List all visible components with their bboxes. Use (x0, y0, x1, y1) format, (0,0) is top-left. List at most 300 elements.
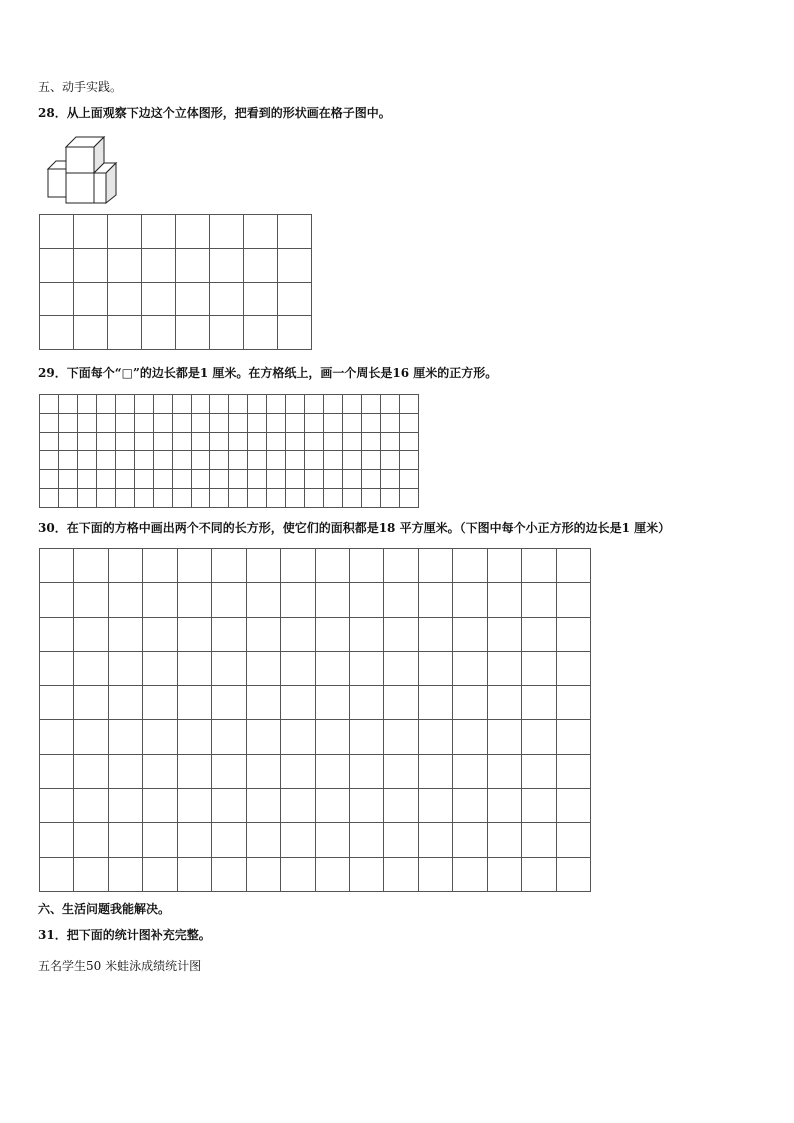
grid-cell[interactable] (267, 451, 286, 470)
grid-cell[interactable] (418, 754, 452, 788)
grid-cell[interactable] (361, 470, 380, 489)
grid-cell[interactable] (74, 789, 108, 823)
grid-cell[interactable] (212, 789, 246, 823)
grid-cell[interactable] (115, 395, 134, 414)
grid-cell[interactable] (77, 413, 96, 432)
grid-cell[interactable] (281, 857, 315, 891)
grid-cell[interactable] (96, 395, 115, 414)
grid-cell[interactable] (349, 549, 383, 583)
grid-cell[interactable] (453, 549, 487, 583)
grid-cell[interactable] (556, 754, 590, 788)
grid-cell[interactable] (229, 432, 248, 451)
grid-cell[interactable] (487, 686, 521, 720)
grid-cell[interactable] (315, 789, 349, 823)
grid-cell[interactable] (40, 470, 59, 489)
grid-cell[interactable] (343, 489, 362, 508)
grid-cell[interactable] (143, 686, 177, 720)
grid-cell[interactable] (315, 823, 349, 857)
grid-cell[interactable] (108, 617, 142, 651)
grid-cell[interactable] (74, 720, 108, 754)
grid-cell[interactable] (74, 857, 108, 891)
grid-cell[interactable] (349, 754, 383, 788)
grid-cell[interactable] (74, 282, 108, 316)
grid-cell[interactable] (246, 857, 280, 891)
grid-cell[interactable] (108, 316, 142, 350)
grid-cell[interactable] (229, 413, 248, 432)
grid-cell[interactable] (384, 720, 418, 754)
grid-cell[interactable] (143, 583, 177, 617)
grid-cell[interactable] (343, 413, 362, 432)
grid-cell[interactable] (453, 720, 487, 754)
grid-cell[interactable] (281, 720, 315, 754)
grid-cell[interactable] (315, 549, 349, 583)
grid-cell[interactable] (58, 413, 77, 432)
grid-cell[interactable] (210, 282, 244, 316)
grid-cell[interactable] (176, 316, 210, 350)
grid-cell[interactable] (40, 395, 59, 414)
grid-cell[interactable] (248, 395, 267, 414)
grid-cell[interactable] (212, 549, 246, 583)
grid-cell[interactable] (115, 451, 134, 470)
grid-cell[interactable] (244, 282, 278, 316)
grid-cell[interactable] (143, 651, 177, 685)
grid-cell[interactable] (418, 720, 452, 754)
grid-cell[interactable] (40, 583, 74, 617)
grid-cell[interactable] (210, 248, 244, 282)
grid-cell[interactable] (108, 857, 142, 891)
grid-cell[interactable] (177, 823, 211, 857)
grid-cell[interactable] (191, 489, 210, 508)
grid-cell[interactable] (108, 583, 142, 617)
grid-cell[interactable] (556, 617, 590, 651)
grid-cell[interactable] (172, 470, 191, 489)
grid-cell[interactable] (315, 754, 349, 788)
grid-cell[interactable] (77, 489, 96, 508)
grid-cell[interactable] (305, 470, 324, 489)
grid-cell[interactable] (453, 857, 487, 891)
grid-cell[interactable] (40, 857, 74, 891)
grid-cell[interactable] (108, 248, 142, 282)
grid-cell[interactable] (212, 857, 246, 891)
grid-cell[interactable] (244, 248, 278, 282)
grid-cell[interactable] (281, 823, 315, 857)
grid-cell[interactable] (324, 395, 343, 414)
grid-cell[interactable] (108, 215, 142, 249)
grid-cell[interactable] (281, 789, 315, 823)
grid-cell[interactable] (305, 395, 324, 414)
grid-cell[interactable] (153, 470, 172, 489)
grid-cell[interactable] (246, 617, 280, 651)
grid-cell[interactable] (248, 470, 267, 489)
grid-cell[interactable] (361, 432, 380, 451)
grid-cell[interactable] (418, 686, 452, 720)
grid-cell[interactable] (142, 282, 176, 316)
grid-cell[interactable] (172, 432, 191, 451)
grid-cell[interactable] (191, 395, 210, 414)
grid-cell[interactable] (522, 789, 556, 823)
grid-cell[interactable] (40, 754, 74, 788)
grid-cell[interactable] (453, 823, 487, 857)
grid-cell[interactable] (343, 451, 362, 470)
grid-cell[interactable] (74, 549, 108, 583)
grid-cell[interactable] (153, 451, 172, 470)
grid-cell[interactable] (248, 451, 267, 470)
grid-cell[interactable] (305, 451, 324, 470)
grid-cell[interactable] (248, 489, 267, 508)
grid-cell[interactable] (315, 720, 349, 754)
grid-cell[interactable] (267, 470, 286, 489)
grid-cell[interactable] (349, 857, 383, 891)
grid-cell[interactable] (286, 432, 305, 451)
grid-cell[interactable] (556, 789, 590, 823)
grid-cell[interactable] (40, 651, 74, 685)
grid-cell[interactable] (74, 651, 108, 685)
grid-cell[interactable] (418, 823, 452, 857)
grid-cell[interactable] (212, 823, 246, 857)
grid-cell[interactable] (246, 720, 280, 754)
grid-cell[interactable] (361, 489, 380, 508)
grid-cell[interactable] (399, 470, 418, 489)
grid-cell[interactable] (281, 754, 315, 788)
grid-cell[interactable] (349, 651, 383, 685)
grid-cell[interactable] (246, 754, 280, 788)
grid-cell[interactable] (210, 215, 244, 249)
grid-cell[interactable] (305, 489, 324, 508)
grid-cell[interactable] (210, 413, 229, 432)
grid-cell[interactable] (134, 470, 153, 489)
grid-cell[interactable] (324, 413, 343, 432)
grid-cell[interactable] (399, 432, 418, 451)
grid-cell[interactable] (278, 282, 312, 316)
grid-cell[interactable] (108, 720, 142, 754)
grid-cell[interactable] (384, 549, 418, 583)
grid-cell[interactable] (384, 823, 418, 857)
grid-cell[interactable] (134, 451, 153, 470)
grid-cell[interactable] (58, 395, 77, 414)
grid-cell[interactable] (115, 413, 134, 432)
grid-cell[interactable] (246, 823, 280, 857)
grid-cell[interactable] (134, 413, 153, 432)
grid-cell[interactable] (399, 451, 418, 470)
grid-cell[interactable] (305, 432, 324, 451)
grid-cell[interactable] (380, 432, 399, 451)
grid-cell[interactable] (349, 686, 383, 720)
grid-cell[interactable] (229, 395, 248, 414)
grid-cell[interactable] (315, 857, 349, 891)
grid-cell[interactable] (96, 413, 115, 432)
grid-cell[interactable] (134, 489, 153, 508)
grid-cell[interactable] (40, 549, 74, 583)
grid-cell[interactable] (286, 489, 305, 508)
grid-cell[interactable] (522, 686, 556, 720)
grid-cell[interactable] (361, 451, 380, 470)
grid-cell[interactable] (74, 583, 108, 617)
grid-cell[interactable] (246, 583, 280, 617)
grid-cell[interactable] (278, 248, 312, 282)
grid-cell[interactable] (487, 720, 521, 754)
grid-cell[interactable] (556, 686, 590, 720)
grid-cell[interactable] (108, 789, 142, 823)
grid-cell[interactable] (40, 686, 74, 720)
grid-cell[interactable] (349, 789, 383, 823)
grid-cell[interactable] (142, 248, 176, 282)
grid-cell[interactable] (40, 617, 74, 651)
grid-cell[interactable] (115, 470, 134, 489)
grid-cell[interactable] (229, 470, 248, 489)
grid-cell[interactable] (384, 651, 418, 685)
grid-cell[interactable] (40, 451, 59, 470)
grid-cell[interactable] (281, 549, 315, 583)
grid-cell[interactable] (58, 451, 77, 470)
grid-cell[interactable] (96, 489, 115, 508)
answer-grid-q30[interactable] (39, 548, 591, 892)
grid-cell[interactable] (343, 432, 362, 451)
grid-cell[interactable] (108, 823, 142, 857)
grid-cell[interactable] (556, 857, 590, 891)
grid-cell[interactable] (522, 754, 556, 788)
grid-cell[interactable] (177, 754, 211, 788)
grid-cell[interactable] (487, 549, 521, 583)
grid-cell[interactable] (487, 617, 521, 651)
grid-cell[interactable] (115, 432, 134, 451)
grid-cell[interactable] (40, 316, 74, 350)
grid-cell[interactable] (58, 470, 77, 489)
grid-cell[interactable] (324, 470, 343, 489)
grid-cell[interactable] (267, 395, 286, 414)
grid-cell[interactable] (115, 489, 134, 508)
grid-cell[interactable] (40, 432, 59, 451)
grid-cell[interactable] (286, 395, 305, 414)
grid-cell[interactable] (177, 686, 211, 720)
grid-cell[interactable] (453, 583, 487, 617)
grid-cell[interactable] (281, 617, 315, 651)
grid-cell[interactable] (143, 789, 177, 823)
grid-cell[interactable] (142, 316, 176, 350)
grid-cell[interactable] (96, 432, 115, 451)
grid-cell[interactable] (229, 489, 248, 508)
grid-cell[interactable] (343, 395, 362, 414)
grid-cell[interactable] (267, 413, 286, 432)
grid-cell[interactable] (418, 549, 452, 583)
grid-cell[interactable] (210, 451, 229, 470)
grid-cell[interactable] (556, 823, 590, 857)
grid-cell[interactable] (267, 432, 286, 451)
grid-cell[interactable] (487, 823, 521, 857)
grid-cell[interactable] (212, 617, 246, 651)
answer-grid-q29[interactable] (39, 394, 419, 508)
grid-cell[interactable] (143, 754, 177, 788)
grid-cell[interactable] (556, 549, 590, 583)
grid-cell[interactable] (278, 316, 312, 350)
grid-cell[interactable] (556, 583, 590, 617)
grid-cell[interactable] (77, 395, 96, 414)
grid-cell[interactable] (212, 720, 246, 754)
grid-cell[interactable] (172, 413, 191, 432)
grid-cell[interactable] (153, 413, 172, 432)
grid-cell[interactable] (453, 617, 487, 651)
grid-cell[interactable] (74, 248, 108, 282)
grid-cell[interactable] (281, 651, 315, 685)
grid-cell[interactable] (40, 413, 59, 432)
grid-cell[interactable] (74, 686, 108, 720)
grid-cell[interactable] (349, 823, 383, 857)
grid-cell[interactable] (74, 316, 108, 350)
grid-cell[interactable] (418, 857, 452, 891)
grid-cell[interactable] (384, 583, 418, 617)
grid-cell[interactable] (134, 432, 153, 451)
grid-cell[interactable] (210, 432, 229, 451)
grid-cell[interactable] (349, 720, 383, 754)
grid-cell[interactable] (172, 489, 191, 508)
grid-cell[interactable] (418, 583, 452, 617)
grid-cell[interactable] (74, 215, 108, 249)
grid-cell[interactable] (418, 789, 452, 823)
grid-cell[interactable] (191, 413, 210, 432)
grid-cell[interactable] (210, 395, 229, 414)
grid-cell[interactable] (248, 413, 267, 432)
grid-cell[interactable] (487, 857, 521, 891)
grid-cell[interactable] (286, 413, 305, 432)
grid-cell[interactable] (384, 617, 418, 651)
grid-cell[interactable] (108, 686, 142, 720)
grid-cell[interactable] (522, 583, 556, 617)
grid-cell[interactable] (384, 857, 418, 891)
grid-cell[interactable] (281, 686, 315, 720)
grid-cell[interactable] (380, 489, 399, 508)
grid-cell[interactable] (212, 686, 246, 720)
grid-cell[interactable] (74, 617, 108, 651)
grid-cell[interactable] (40, 489, 59, 508)
grid-cell[interactable] (380, 413, 399, 432)
grid-cell[interactable] (399, 489, 418, 508)
grid-cell[interactable] (315, 583, 349, 617)
grid-cell[interactable] (380, 451, 399, 470)
grid-cell[interactable] (210, 489, 229, 508)
grid-cell[interactable] (142, 215, 176, 249)
grid-cell[interactable] (172, 451, 191, 470)
grid-cell[interactable] (556, 651, 590, 685)
grid-cell[interactable] (40, 215, 74, 249)
grid-cell[interactable] (77, 432, 96, 451)
grid-cell[interactable] (399, 413, 418, 432)
grid-cell[interactable] (349, 583, 383, 617)
grid-cell[interactable] (315, 651, 349, 685)
grid-cell[interactable] (212, 651, 246, 685)
grid-cell[interactable] (361, 395, 380, 414)
grid-cell[interactable] (324, 489, 343, 508)
grid-cell[interactable] (177, 857, 211, 891)
grid-cell[interactable] (108, 651, 142, 685)
grid-cell[interactable] (108, 549, 142, 583)
grid-cell[interactable] (77, 451, 96, 470)
grid-cell[interactable] (96, 451, 115, 470)
grid-cell[interactable] (281, 583, 315, 617)
grid-cell[interactable] (286, 470, 305, 489)
grid-cell[interactable] (522, 549, 556, 583)
grid-cell[interactable] (58, 489, 77, 508)
grid-cell[interactable] (177, 583, 211, 617)
grid-cell[interactable] (40, 282, 74, 316)
grid-cell[interactable] (380, 470, 399, 489)
grid-cell[interactable] (453, 789, 487, 823)
grid-cell[interactable] (246, 686, 280, 720)
grid-cell[interactable] (487, 754, 521, 788)
grid-cell[interactable] (487, 651, 521, 685)
grid-cell[interactable] (384, 686, 418, 720)
grid-cell[interactable] (286, 451, 305, 470)
grid-cell[interactable] (176, 215, 210, 249)
grid-cell[interactable] (40, 789, 74, 823)
grid-cell[interactable] (248, 432, 267, 451)
grid-cell[interactable] (74, 754, 108, 788)
grid-cell[interactable] (305, 413, 324, 432)
grid-cell[interactable] (244, 215, 278, 249)
grid-cell[interactable] (74, 823, 108, 857)
grid-cell[interactable] (40, 720, 74, 754)
grid-cell[interactable] (134, 395, 153, 414)
grid-cell[interactable] (324, 432, 343, 451)
grid-cell[interactable] (399, 395, 418, 414)
grid-cell[interactable] (418, 651, 452, 685)
grid-cell[interactable] (177, 720, 211, 754)
grid-cell[interactable] (108, 282, 142, 316)
grid-cell[interactable] (315, 686, 349, 720)
grid-cell[interactable] (556, 720, 590, 754)
grid-cell[interactable] (324, 451, 343, 470)
grid-cell[interactable] (246, 789, 280, 823)
grid-cell[interactable] (267, 489, 286, 508)
grid-cell[interactable] (380, 395, 399, 414)
answer-grid-q28[interactable] (39, 214, 312, 350)
grid-cell[interactable] (210, 316, 244, 350)
grid-cell[interactable] (418, 617, 452, 651)
grid-cell[interactable] (96, 470, 115, 489)
grid-cell[interactable] (453, 754, 487, 788)
grid-cell[interactable] (244, 316, 278, 350)
grid-cell[interactable] (172, 395, 191, 414)
grid-cell[interactable] (176, 248, 210, 282)
grid-cell[interactable] (108, 754, 142, 788)
grid-cell[interactable] (176, 282, 210, 316)
grid-cell[interactable] (212, 754, 246, 788)
grid-cell[interactable] (487, 583, 521, 617)
grid-cell[interactable] (361, 413, 380, 432)
grid-cell[interactable] (153, 432, 172, 451)
grid-cell[interactable] (40, 248, 74, 282)
grid-cell[interactable] (210, 470, 229, 489)
grid-cell[interactable] (177, 789, 211, 823)
grid-cell[interactable] (143, 549, 177, 583)
grid-cell[interactable] (315, 617, 349, 651)
grid-cell[interactable] (212, 583, 246, 617)
grid-cell[interactable] (453, 686, 487, 720)
grid-cell[interactable] (278, 215, 312, 249)
grid-cell[interactable] (522, 823, 556, 857)
grid-cell[interactable] (191, 470, 210, 489)
grid-cell[interactable] (153, 395, 172, 414)
grid-cell[interactable] (177, 651, 211, 685)
grid-cell[interactable] (384, 754, 418, 788)
grid-cell[interactable] (522, 857, 556, 891)
grid-cell[interactable] (229, 451, 248, 470)
grid-cell[interactable] (522, 651, 556, 685)
grid-cell[interactable] (191, 451, 210, 470)
grid-cell[interactable] (177, 617, 211, 651)
grid-cell[interactable] (153, 489, 172, 508)
grid-cell[interactable] (177, 549, 211, 583)
grid-cell[interactable] (487, 789, 521, 823)
grid-cell[interactable] (58, 432, 77, 451)
